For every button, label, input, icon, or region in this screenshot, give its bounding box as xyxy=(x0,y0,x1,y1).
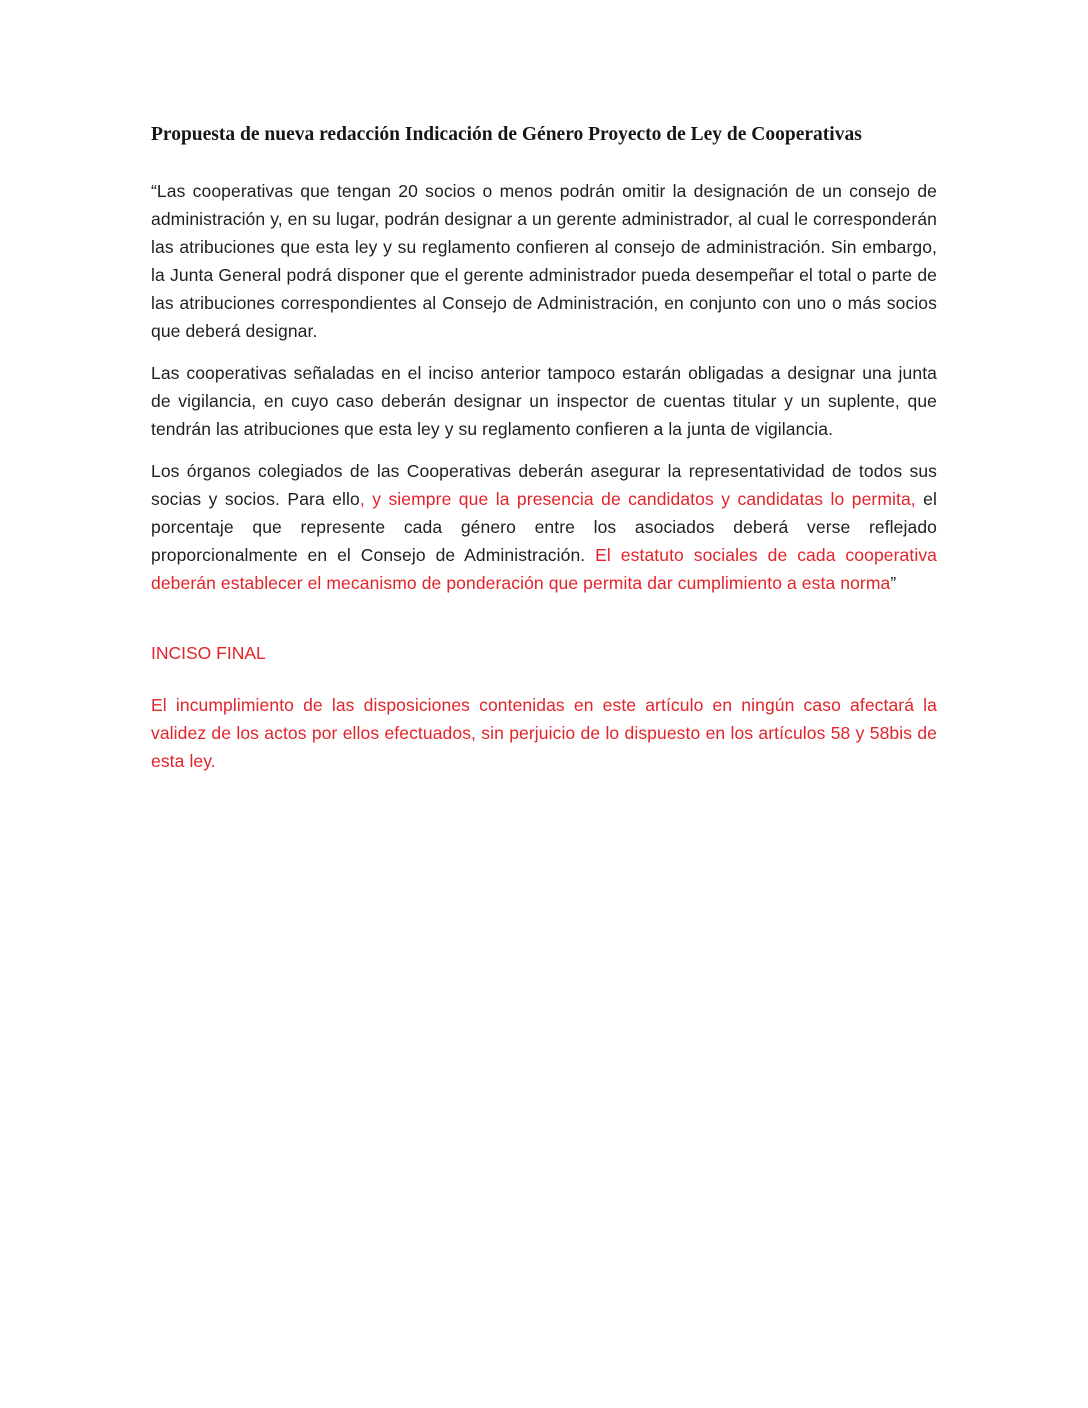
text-run-black: el porcentaje que represente cada género entre los asociados deberá verse reflejado proporcionalmente en el Consejo de Administración. xyxy=(151,489,937,565)
document-title: Propuesta de nueva redacción Indicación de Género Proyecto de Ley de Cooperativas xyxy=(151,124,862,145)
inciso-final-heading: INCISO FINAL xyxy=(151,643,266,663)
text-run-black: Los órganos colegiados de las Cooperativas deberán asegurar la representatividad de todos sus socias y socios. Para ello xyxy=(151,461,937,509)
text-run-red-amendment: El estatuto sociales de cada cooperativa deberán establecer el mecanismo de ponderación que permita dar cumplimiento a esta norma xyxy=(151,545,937,593)
paragraph-junta-vigilancia: Las cooperativas señaladas en el inciso anterior tampoco estarán obligadas a designar una junta de vigilancia, en cuyo caso deberán designar un inspector de cuentas titular y un suplente, que tendrán las atribuciones que esta ley y su reglamento confieren a la junta de vigilancia. xyxy=(151,363,937,439)
text-run-closing-quote: ” xyxy=(890,573,897,593)
text-run-red-amendment: , y siempre que la presencia de candidatos y candidatas lo permita, xyxy=(359,489,916,509)
paragraph-gerente-administrador: “Las cooperativas que tengan 20 socios o menos podrán omitir la designación de un consejo de administración y, en su lugar, podrán designar a un gerente administrador, al cual le corresponderán las atribuciones que esta ley y su reglamento confieren al consejo de administración. Sin embargo, la Junta General podrá disponer que el gerente administrador pueda desempeñar el total o parte de las atribuciones correspondientes al Consejo de Administración, en conjunto con uno o más socios que deberá designar. xyxy=(151,181,937,341)
paragraph-incumplimiento: El incumplimiento de las disposiciones contenidas en este artículo en ningún caso afectará la validez de los actos por ellos efectuados, sin perjuicio de lo dispuesto en los artículos 58 y 58bis de esta ley. xyxy=(151,695,937,771)
paragraph-representatividad-genero xyxy=(151,457,937,597)
